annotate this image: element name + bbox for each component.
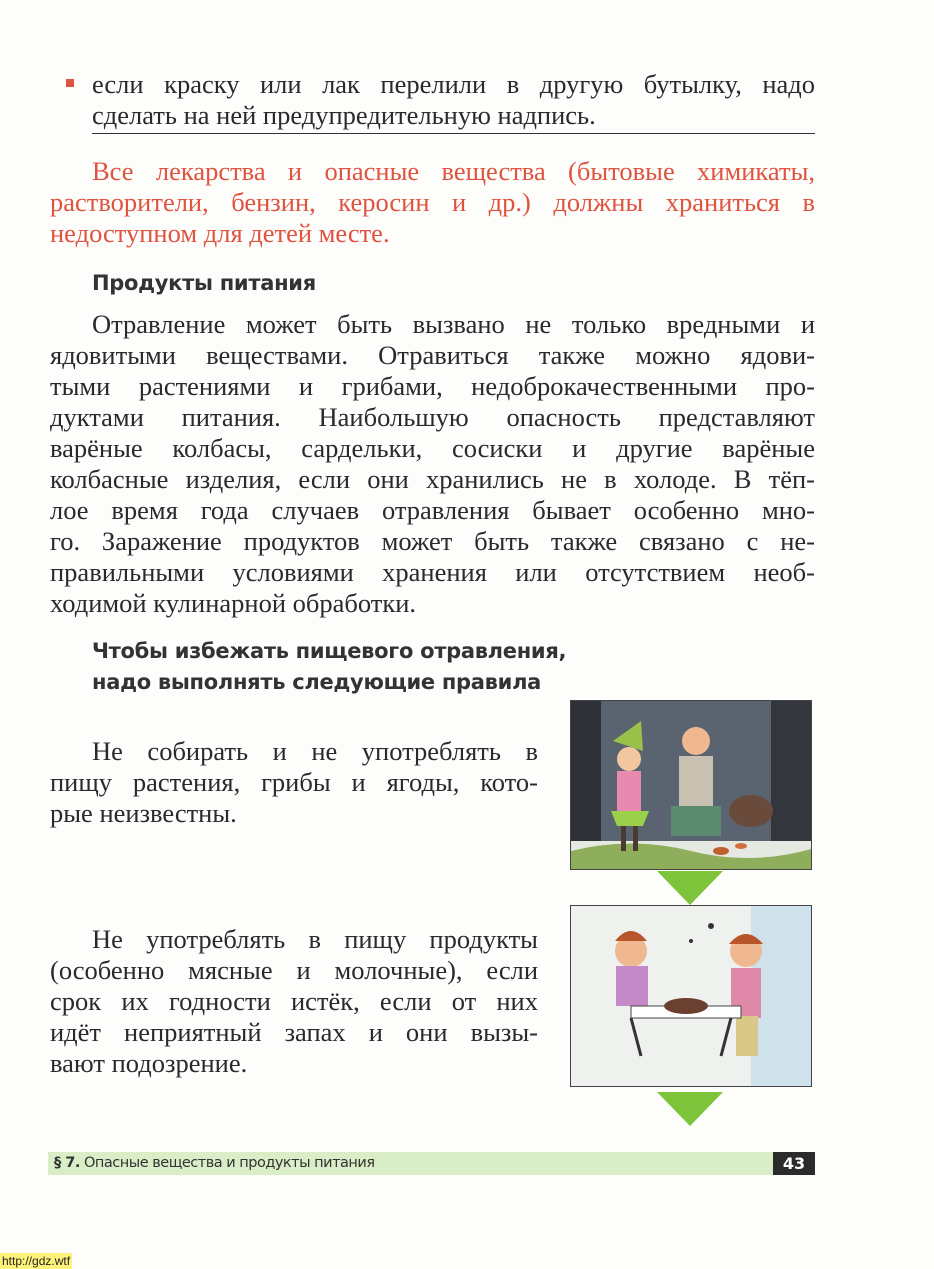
text-line: недоступном для детей месте. (50, 218, 390, 248)
text-line: колбасные изделия, если они хранились не в холоде. В тёп- (50, 464, 815, 494)
illustration-forest-mushrooms (570, 700, 812, 870)
text-line: Все лекарства и опасные вещества (бытовые химикаты, (92, 156, 815, 186)
arrow-down-icon (657, 871, 723, 905)
section-title: Опасные вещества и продукты питания (84, 1155, 375, 1171)
warning-paragraph (50, 156, 815, 249)
text-line: Отравление может быть вызвано не только вредными и (92, 309, 815, 339)
text-line: Не собирать и не употреблять в (92, 736, 538, 766)
watermark-link[interactable]: http://gdz.wtf (2, 1254, 71, 1268)
text-line: сделать на ней предупредительную надпись. (92, 100, 596, 130)
rule-2 (50, 924, 538, 1079)
text-line: го. Заражение продуктов может быть также связано с не- (50, 526, 815, 556)
section-heading: Продукты питания (92, 271, 316, 295)
illustration-spoiled-food (570, 905, 812, 1087)
text-line: ходимой кулинарной обработки. (50, 588, 417, 618)
text-line: растворители, бензин, керосин и др.) должны храниться в (50, 187, 815, 217)
heading-line: Чтобы избежать пищевого отравления, (92, 639, 567, 663)
divider (92, 133, 815, 134)
text-line: Не употреблять в пищу продукты (92, 924, 538, 954)
bullet-item (92, 69, 815, 131)
rules-heading (92, 636, 566, 698)
text-line: рые неизвестны. (50, 798, 237, 828)
text-line: идёт неприятный запах и они вызы- (50, 1017, 538, 1047)
text-line: вают подозрение. (50, 1048, 248, 1078)
text-line: дуктами питания. Наибольшую опасность представляют (50, 402, 815, 432)
body-paragraph (50, 309, 815, 619)
text-line: тыми растениями и грибами, недоброкачественными про- (50, 371, 815, 401)
section-number: § 7. (54, 1155, 80, 1171)
heading-line: надо выполнять следующие правила (92, 670, 542, 694)
text-line: (особенно мясные и молочные), если (50, 955, 538, 985)
text-line: лое время года случаев отравления бывает особенно мно- (50, 495, 815, 525)
text-line: срок их годности истёк, если от них (50, 986, 538, 1016)
text-line: ядовитыми веществами. Отравиться также можно ядови- (50, 340, 815, 370)
text-line: пищу растения, грибы и ягоды, кото- (50, 767, 538, 797)
text-line: варёные колбасы, сардельки, сосиски и другие варёные (50, 433, 815, 463)
text-line: правильными условиями хранения или отсутствием необ- (50, 557, 815, 587)
text-line: если краску или лак перелили в другую бутылку, надо (92, 69, 815, 99)
rule-1 (50, 736, 538, 829)
footer-section-title (54, 1152, 375, 1175)
arrow-down-icon (657, 1092, 723, 1126)
page-number: 43 (773, 1152, 815, 1175)
bullet-marker (66, 79, 74, 87)
